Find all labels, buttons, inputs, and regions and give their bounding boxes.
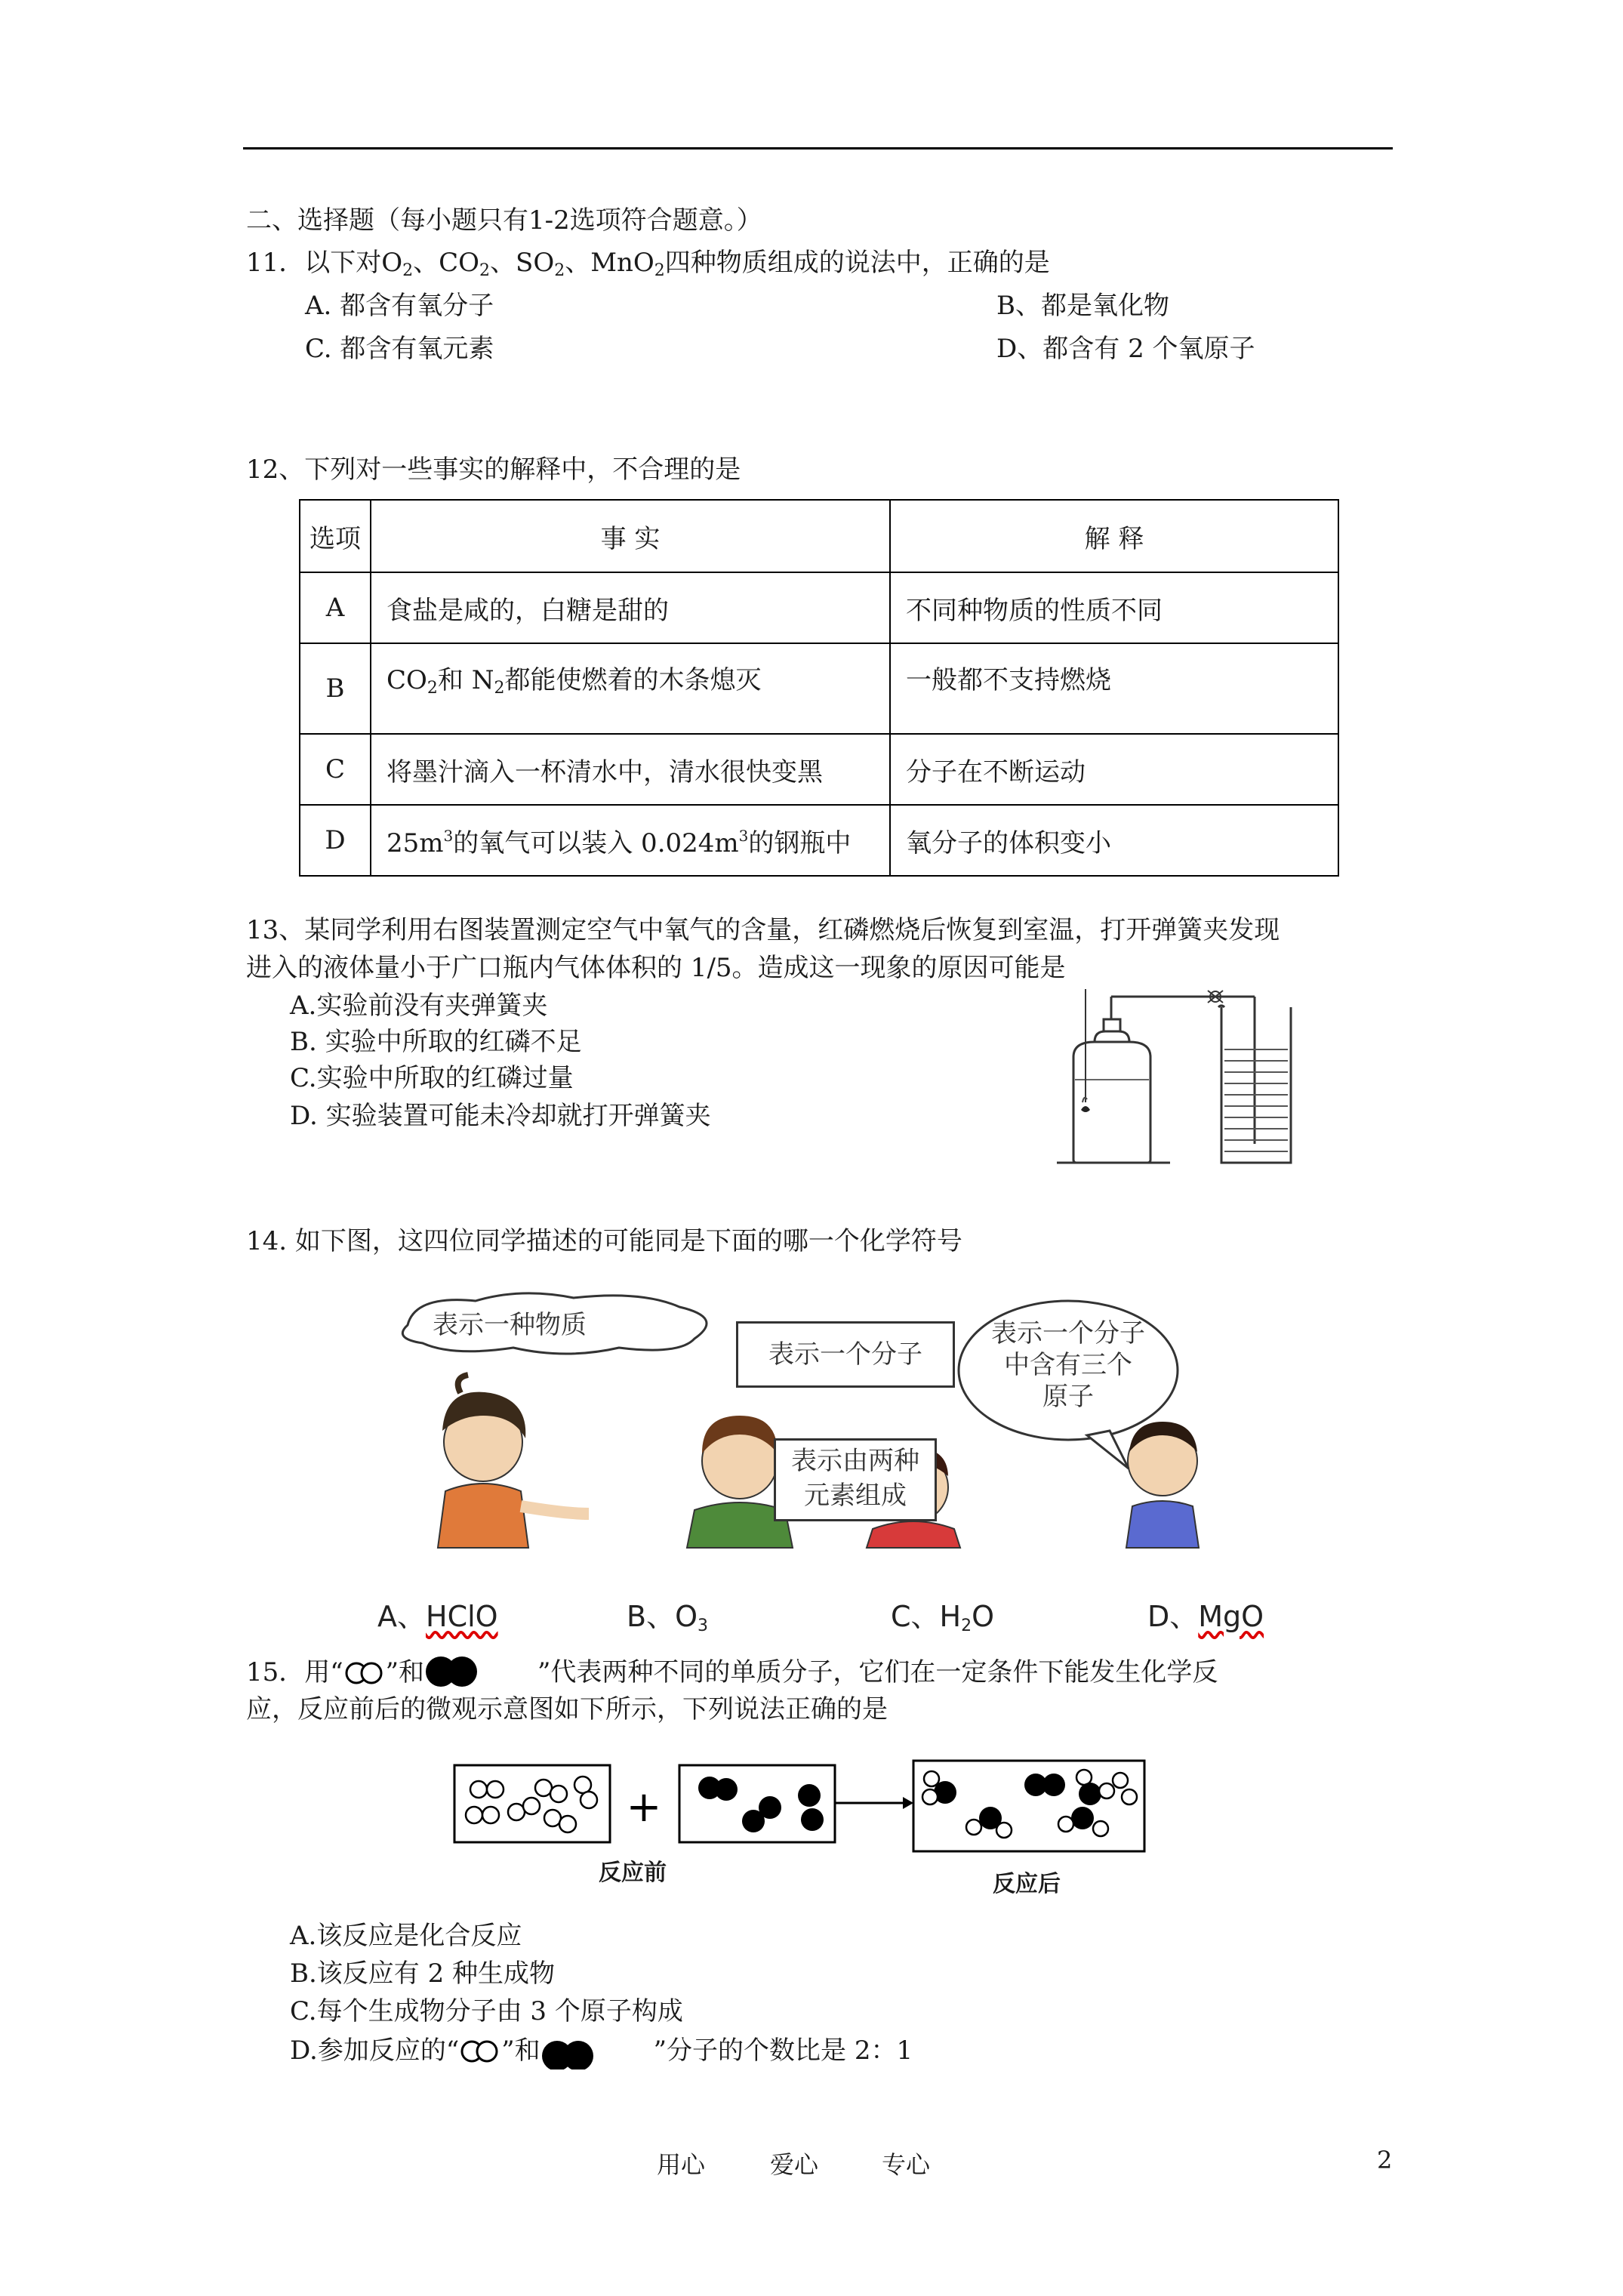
row-explain: 氧分子的体积变小 <box>890 805 1338 876</box>
row-option: D <box>300 805 371 876</box>
q11-option-c: C. 都含有氧元素 <box>305 334 494 364</box>
footer-right: 专心 <box>882 2150 931 2179</box>
facts-table <box>299 499 1339 877</box>
row-fact: $CO_2$和 $N_2$都能使燃着的木条熄灭 <box>371 643 890 734</box>
q14-option-c: C、$H_2O$ <box>891 1600 995 1635</box>
q14-option-b: B、$O_3$ <box>627 1600 708 1635</box>
row-option: B <box>300 643 371 734</box>
q11-option-a: A. 都含有氧分子 <box>305 291 494 321</box>
row-fact: $25m^3$的氧气可以装入 $0.024m^3$的钢瓶中 <box>371 805 890 876</box>
boy-student-blue-icon <box>1126 1422 1199 1548</box>
table-row <box>300 572 1338 643</box>
footer-middle: 爱心 <box>770 2150 819 2179</box>
q13-option-b: B. 实验中所取的红磷不足 <box>290 1027 582 1057</box>
bubble-one-substance: 表示一种物质 <box>433 1310 587 1340</box>
footer-left: 用心 <box>657 2150 706 2179</box>
row-fact: 将墨汁滴入一杯清水中，清水很快变黑 <box>371 734 890 805</box>
q15-option-b: B.该反应有 2 种生成物 <box>290 1959 556 1989</box>
q15-stem-line2: 应，反应前后的微观示意图如下所示，下列说法正确的是 <box>246 1694 888 1724</box>
q13-option-a: A.实验前没有夹弹簧夹 <box>290 991 548 1021</box>
q15-option-c: C.每个生成物分子由 3 个原子构成 <box>290 1996 683 2026</box>
reaction-diagram <box>453 1752 1155 1865</box>
q13-option-c: C.实验中所取的红磷过量 <box>290 1063 574 1093</box>
table-row <box>300 734 1338 805</box>
q14-option-d: D、MgO <box>1147 1600 1264 1633</box>
black-molecule-icon <box>540 2036 654 2069</box>
formula-mno2: MnO$_2$ <box>590 248 665 280</box>
q15-stem-line1: 15．用“ ”和 ”代表两种不同的单质分子，它们在一定条件下能发生化学反 <box>246 1655 1218 1689</box>
header-option: 选项 <box>300 500 371 572</box>
formula-so2: $SO_2$ <box>516 248 565 280</box>
header-fact: 事 实 <box>371 500 890 572</box>
white-molecule-icon <box>459 2039 501 2063</box>
row-option: C <box>300 734 371 805</box>
plus-sign: + <box>626 1783 662 1832</box>
q12-stem: 12、下列对一些事实的解释中，不合理的是 <box>246 455 741 485</box>
q13-option-d: D. 实验装置可能未冷却就打开弹簧夹 <box>290 1101 711 1131</box>
row-option: A <box>300 572 371 643</box>
after-box <box>913 1761 1144 1851</box>
q15-option-a: A.该反应是化合反应 <box>290 1921 522 1951</box>
formula-co2: $CO_2$ <box>439 248 491 280</box>
q11-option-d: D、都含有 2 个氧原子 <box>996 334 1255 364</box>
formula-o2: $O_2$ <box>381 248 414 280</box>
q14-stem: 14. 如下图，这四位同学描述的可能同是下面的哪一个化学符号 <box>246 1226 962 1256</box>
section-title: 二、选择题（每小题只有1-2选项符合题意。） <box>246 205 762 236</box>
q11-stem-prefix: 11．以下对 <box>246 248 382 278</box>
q11-option-b: B、都是氧化物 <box>996 291 1169 321</box>
row-explain: 分子在不断运动 <box>890 734 1338 805</box>
page-number: 2 <box>1377 2146 1393 2174</box>
caption-before: 反应前 <box>599 1860 667 1886</box>
row-explain: 一般都不支持燃烧 <box>890 643 1338 734</box>
white-molecule-icon <box>343 1661 386 1685</box>
bubble-two-elements: 表示由两种 元素组成 <box>774 1438 937 1521</box>
table-row <box>300 805 1338 876</box>
girl-student-icon <box>438 1375 589 1548</box>
table-header-row <box>300 500 1338 572</box>
q11-stem-suffix: 四种物质组成的说法中，正确的是 <box>664 248 1050 278</box>
row-explain: 不同种物质的性质不同 <box>890 572 1338 643</box>
q15-option-d: D.参加反应的“ ”和 ”分子的个数比是 2：1 <box>290 2034 913 2069</box>
oxygen-apparatus-figure <box>1057 989 1298 1170</box>
q11-stem: 11．以下对$O_2$、$CO_2$、$SO_2$、MnO$_2$四种物质组成的说法中，正确的是 <box>246 248 1050 280</box>
q14-option-a: A、HClO <box>377 1600 498 1633</box>
header-rule <box>243 147 1393 149</box>
header-explain: 解 释 <box>890 500 1338 572</box>
caption-after: 反应后 <box>993 1871 1061 1897</box>
black-molecule-icon <box>424 1655 537 1688</box>
bubble-three-atoms: 表示一个分子 中含有三个 原子 <box>991 1318 1145 1412</box>
q13-stem-line2: 进入的液体量小于广口瓶内气体体积的 1/5。造成这一现象的原因可能是 <box>246 953 1066 983</box>
table-row <box>300 643 1338 734</box>
q13-stem-line1: 13、某同学利用右图装置测定空气中氧气的含量，红磷燃烧后恢复到室温，打开弹簧夹发现 <box>246 915 1280 945</box>
bubble-one-molecule: 表示一个分子 <box>736 1321 955 1388</box>
row-fact: 食盐是咸的，白糖是甜的 <box>371 572 890 643</box>
